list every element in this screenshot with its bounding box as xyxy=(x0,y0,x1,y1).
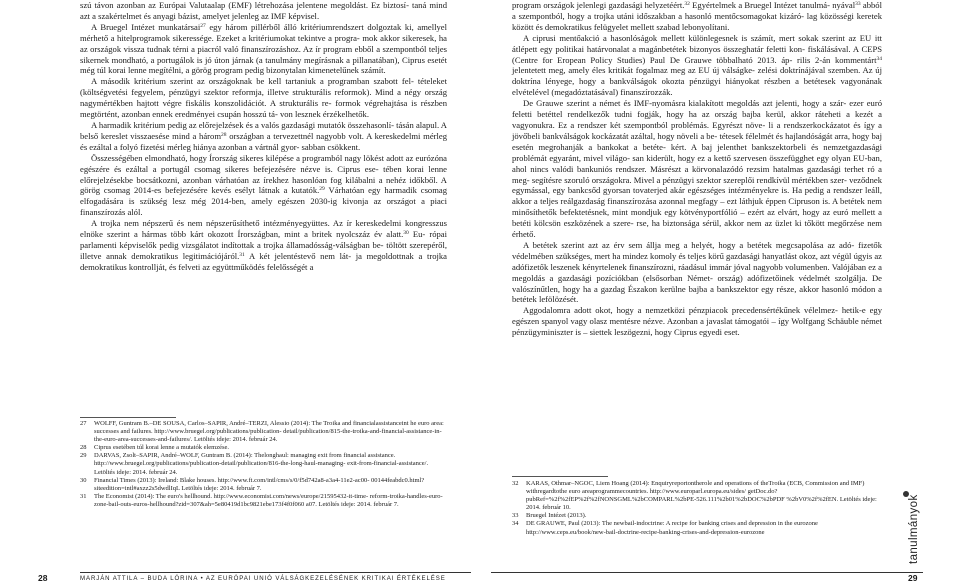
footnote-number: 33 xyxy=(512,512,519,520)
footnotes-left xyxy=(80,420,447,509)
footnote-ref: 34 xyxy=(876,55,882,62)
paragraph-text: A trojka nem népszerű és nem népszerűsíthető intézményegyüttes. Az ír kereskedelmi kongresszus elnöke szerint a hármas több kárt okozott Írországban, mint a britek nyolcszáz év alatt. xyxy=(80,218,447,240)
footnote-number: 32 xyxy=(512,480,519,487)
footer-rule-right xyxy=(491,572,923,573)
footnote-text: KARAS, Othmar–NGOC, Liem Hoang (2014): Enquiryreportontherole and operations of theTroika (ECB, Commission and IMF) withregardtothe euro areaprogrammecountries. http://www.europarl.europa.eu/sides/ getDoc.do?pubRef=%2f%2fEP%2f%2fNONSGML%2bCOMPARL%2bPE-526.111%2b01%2bDOC%2bPDF %2bV0%2f%2fEN. Letöltés ideje: 2014. február 10. xyxy=(526,480,877,512)
body-paragraph xyxy=(512,240,882,305)
footnote-text: Financial Times (2013): Ireland: Blake houses. http://www.ft.com/intl/cms/s/0/f5d742a8-a3a4-11e2-ac00- 00144feabdc0.html?siteedition=intl#axzz2s5dwdlIqL Letöltés ideje: 2014. február 7. xyxy=(94,476,425,492)
footnote-ref: 33 xyxy=(855,1,861,7)
paragraph-text: Egyértelmek a Bruegel Intézet tanulmá- nyával xyxy=(689,0,856,10)
footnote-number: 28 xyxy=(80,444,87,452)
paragraph-text: Aggodalomra adott okot, hogy a nemzetközi pénzpiacok precedensértékűnek vélelmez- hetik-e egy egészen spanyol vagy olasz mentésre nézve. Azonban a javaslat támogatói – így Wolfgang Schäuble német pénzügyminiszter is – siettek leszögezni, hogy Ciprus egyedi eset. xyxy=(512,305,882,338)
footnotes-right xyxy=(512,480,884,537)
paragraph-text: Eu- rópai parlamenti képviselők pedig vizsgálatot indítottak a trojka államadósság-válságban be- töltött szerepéről, illetve annak demokratikus legitimációjáról. xyxy=(80,229,447,261)
footnote-ref: 27 xyxy=(200,22,206,29)
body-paragraph xyxy=(512,33,882,98)
paragraph-text: abból a szempontból, hogy a trojka utáni időszakban a hasonló mentőcsomagokat kizáró- lag közösségi keretek között és demokratikus felügyelet mellett szabad lebonyolítani. xyxy=(512,0,882,32)
paragraph-text: De Grauwe szerint a német és IMF-nyomásra kialakított megoldás azt jelenti, hogy a szár- ezer euró feletti betéttel rendelkezők tudni fogják, hogy ha az ország bajba kerül, akkor ráteheti a kezét a vagyonukra. Ez a rendszer két szempontból problémás. Egyrészt növe- li a rendszerkockázatot és így a jövőbeli bankválságok kockázatát azáltal, hogy növeli a be- tétesek félelmét és hajlandóságát arra, hogy baj esetén megrohanják a bankokat a betéte- kért. A baj jelenthet bankszektorbeli és nemzetgazdasági problémát egyaránt, mivel világo- san kiderült, hogy ez a kettő szervesen összefügghet egy olyan EU-ban, ahol nincs valódi bankuniós rendszer. Másrészt a körvonalazódó rezsim hatalmas gazdasági terhet ró a meg- segítésre szoruló országokra. Mivel a pénzügyi szektor szereplői rendkívül mértékben szer- veződnek egymással, egy bankcsőd gyorsan tovaterjed akár egészséges intézményekre is. Ha pedig a rendszer leáll, akkor a teljes reálgazdaság finanszírozása azonnal megfagy – ezt láthjuk éppen Cipruson is. A betétek nem minősíthetők befektetésnek, mint mondjuk egy kötvényportfólió – ezért az elvárt, hogy az euró mellett a betéti kölcsön eszközének a szere- rse, ha biztonsága sérül, akkor nem az üzlet ki tőkött megőrzése nem érhető. xyxy=(512,98,882,240)
footnote-number: 30 xyxy=(80,476,87,484)
footer-rule-left xyxy=(80,572,471,573)
body-paragraph xyxy=(80,120,447,153)
paragraph-text: Összességében elmondható, hogy Írország sikeres kilépése a programból nagy lökést adott az eurózóna egészére és ezáltal a portugál csomag sikeres befejezésére nézve is. Ciprus ese- tében korai lenne előrejelzésekbe bocsátkozni, azonban várhatóan az írekhez hasonlóan fog kilábalni a nehéz időkből. A görög csomag 2014-es befejezésére kevés esélyt látnak a kutatók. xyxy=(80,152,447,196)
footnote-text: DE GRAUWE, Paul (2013): The newbail-indoctrine: A recipe for banking crises and depression in the eurozone http://www.ceps.eu/book/new-bail-doctrine-recipe-banking-crises-and-depression-eurozone xyxy=(526,520,818,536)
footnote xyxy=(80,493,447,509)
footnote-text: WOLFF, Guntram B.–DE SOUSA, Carlos–SAPIR, André–TERZI, Alessio (2014): The Troika and financialassistanceint he euro area: successes and failures. http://www.bruegel.org/publications/publication- detail/publication/815-the-troika-and-financial-assistance-in-the-euro-area-successes-and-failures/. Letöltés ideje: 2014. február 24. xyxy=(94,420,444,444)
paragraph-text: A két jelentéstevő nem lát- ja megoldottnak a trojka demokratikus kontrollját, és felveti az együttműködés felelősségét a xyxy=(80,250,447,272)
page-number-left: 28 xyxy=(38,573,48,583)
right-body-column xyxy=(512,0,882,338)
paragraph-text: A második kritérium szerint az országoknak be kell tartaniuk a programban szabott fel- tételeket (költségvetési fegyelem, pénzügyi szektor reformja, illetve strukturális reformok). Mind a négy ország nagymértékben hajtott végre fiskális konszolidációt. A strukturális re- formok végrehajtása is részben megtörtént, azonban ennek eredményei csupán hosszú tá- von lesznek érzékelhetők. xyxy=(80,76,447,120)
footnote-text: DARVAS, Zsolt–SAPIR, André–WOLF, Guntram B. (2014): Thelonghaul: managing exit from financial assistance. http://www.bruegel.org/publications/publication-detail/publication/816-the-long-haul-managing- exit-from-financial-assistance/. Letöltés ideje: 2014. február 24. xyxy=(94,452,429,476)
footnote xyxy=(80,444,447,452)
footnote-ref: 30 xyxy=(403,230,409,237)
footnote xyxy=(512,480,884,512)
body-paragraph xyxy=(512,305,882,338)
footnote xyxy=(80,420,447,444)
left-body-column xyxy=(80,0,447,273)
footnote-number: 34 xyxy=(512,520,519,528)
body-paragraph xyxy=(80,76,447,120)
paragraph-text: szú távon azonban az Európai Valutaalap (EMF) létrehozása jelentene megoldást. Ez biztosí- taná mind azt a szakértelmet és anyagi bázist, amelyet jelenleg az IMF képvisel. xyxy=(80,0,447,21)
section-side-tab xyxy=(893,488,923,568)
footnote-number: 31 xyxy=(80,492,87,500)
body-paragraph xyxy=(80,22,447,77)
running-head: MARJÁN ATTILA – BUDA LÓRINA • AZ EURÓPAI UNIÓ VÁLSÁGKEZELÉSÉNEK KRITIKAI ÉRTÉKELÉSE xyxy=(80,575,446,582)
paragraph-text: egy három pillérből álló kritériumrendszert dolgoztak ki, amellyel mérhető a hitelprogramok sikeressége. Ezeket a kritériumokat tekintve a progra- mok akkor sikeresek, ha az országok vissza tudnak térni a piacról való finanszírozáshoz. Az ír program ebből a szempontból teljes sikernek mondható, a portugálok is jó úton járnak (a tanulmány megírásnak a pillanatában), Ciprus esetét még túl korai lenne megítélni, a görög program pedig bizonytalan kimenetelűnek számít. xyxy=(80,21,447,76)
paragraph-text: A Bruegel Intézet munkatársai xyxy=(91,21,201,32)
paragraph-text: Várhatóan egy harmadik csomag elfogadására is szükség lesz még 2014-ben, amely egészen 2030-ig kivonja az országot a piaci finanszírozás alól. xyxy=(80,185,448,218)
paragraph-text: országban a tervezettnél nagyobb volt. A kereskedelmi mérleg és ezáltal a folyó fizetési mérleg hiánya azonban a vártnál gyor- sabban csökkent. xyxy=(80,130,448,152)
footnote-ref: 32 xyxy=(684,1,690,7)
footnote-text: Ciprus esetében túl korai lenne a mutatók elemzése. xyxy=(94,444,230,452)
footnote xyxy=(80,452,447,476)
paragraph-text: jelentetett meg, amely éles kritikát fogalmaz meg az EU új válságke- zelési doktrínájával szemben. Az új doktrína lényege, hogy a bankválságok okozta pénzügyi hiányokat részben a betétesek vagyonának elvételével (megadóztatásával) finanszírozzák. xyxy=(512,65,882,98)
footnote-text: The Economist (2014): The euro's hellhound. http://www.economist.com/news/europe/21595432-it-time- reform-troika-handles-euro-zone-bail-outs-euros-hellhound?zid=307&ah=5e80419d1bc9821ebe173f4f0f060 a07. Letöltés ideje: 2014. február 7. xyxy=(94,492,443,508)
footnote-ref: 31 xyxy=(239,251,245,258)
paragraph-text: program országok jelenlegi gazdasági helyzetéért. xyxy=(512,0,685,10)
paragraph-text: A harmadik kritérium pedig az előrejelzések és a valós gazdasági mutatók összehasonlí- tásán alapul. A belső kereslet visszaesése mind a három xyxy=(80,119,447,141)
footnote-rule-left xyxy=(80,417,176,418)
body-paragraph xyxy=(80,153,447,218)
footnote xyxy=(80,477,447,493)
paragraph-text: A ciprusi mentőakció a hasonlóságok mellett különlegesnek is számít, mert sokak szerint az EU itt átlépett egy politikai határvonalat a magánbetétek bizonyos összeghatár feletti kon- fiskálásával. A CEPS (Centre for Eropean Policy Studies) Paul De Grauwe többalható 2013. áp- rilis 2-án kommentárt xyxy=(512,32,882,65)
footnote-text: Bruegel Intézet (2013). xyxy=(526,512,587,520)
footnote xyxy=(512,512,884,520)
footnote-number: 27 xyxy=(80,420,87,427)
page-number-right: 29 xyxy=(908,573,918,583)
footnote-ref: 28 xyxy=(221,131,227,138)
paragraph-text: A betétek szerint azt az érv sem állja meg a helyét, hogy a betétek megcsapolása az adó- fizetők védelmében szükséges, mert ha mindez komoly és teljes körű gazdasági hanyatlást okoz, azt végül úgyis az adófizetők leszenek kényrtelenek finanszírozni, ráadásul immár jóval nagyobb volumenben. Valójában ez a megoldás a gazdasági pozíciókban (elsősorban Német- ország) adófizetőinek védelmét szolgálja. De valószínűtlen, hogy ha a gazdag Északon kerülne bajba a bankszektor egy része, akkor hasonló módon a betétek lefölözését. xyxy=(512,239,882,305)
body-paragraph xyxy=(80,218,447,273)
body-paragraph xyxy=(512,98,882,240)
footnote-ref: 29 xyxy=(319,186,325,193)
footnote-number: 29 xyxy=(80,452,87,460)
footnote xyxy=(512,520,884,536)
body-paragraph xyxy=(512,0,882,33)
body-paragraph xyxy=(80,0,447,22)
footnote-rule-right xyxy=(512,476,608,477)
section-label: tanulmányok xyxy=(908,494,920,564)
